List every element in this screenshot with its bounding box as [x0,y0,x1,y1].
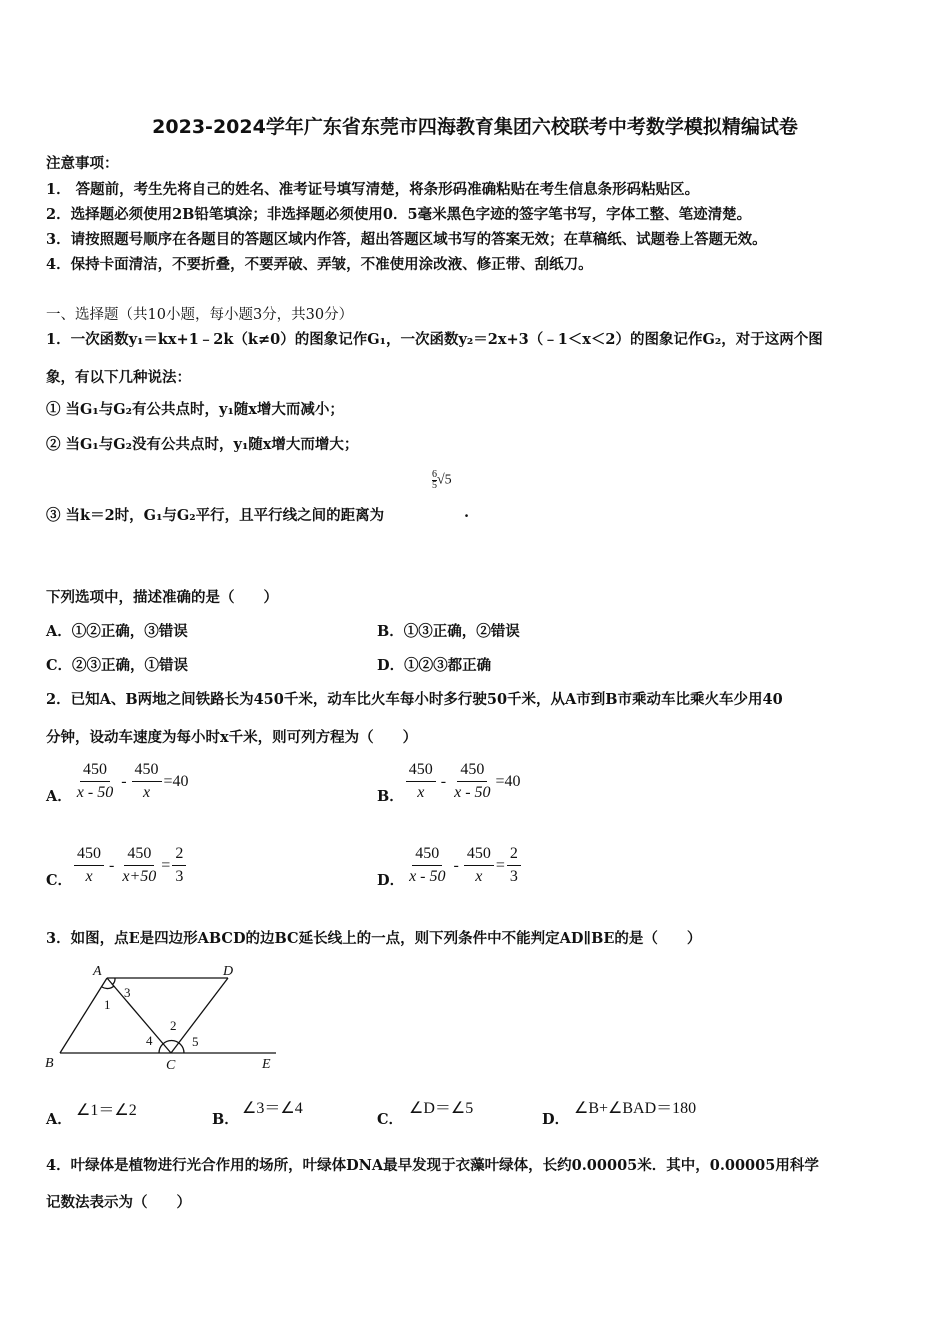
q1-option-b[interactable]: B．①③正确，②错误 [377,623,520,640]
angle-3-arc [112,978,115,985]
q1-prompt: 下列选项中，描述准确的是（ ） [46,589,278,606]
q4-stem-line1: 4．叶绿体是植物进行光合作用的场所，叶绿体DNA最早发现于衣藻叶绿体，长约0.00005米．其中，0.00005用科学 [46,1157,819,1174]
minus-sign: - [440,772,447,790]
section-heading: 一、选择题（共10小题，每小题3分，共30分） [46,307,354,323]
page-title: 2023-2024学年广东省东莞市四海教育集团六校联考中考数学模拟精编试卷 [152,116,798,138]
q3-option-d[interactable]: ∠B+∠BAD＝180 [574,1100,697,1117]
q2-option-d-label: D． [377,872,405,889]
equals-sign: = [161,856,171,874]
q3-option-a[interactable]: ∠1＝∠2 [76,1102,137,1119]
notice-heading: 注意事项： [46,155,119,172]
point-c-label: C [166,1058,176,1073]
fraction-denominator: x - 50 [454,784,491,801]
q3-option-b[interactable]: ∠3＝∠4 [242,1100,303,1117]
fraction-numerator: 450 [457,761,487,782]
fraction-numerator: 2 [172,845,186,866]
fraction-denominator: x [475,868,483,885]
q3-option-d-label[interactable]: D． [542,1111,570,1128]
q1-option-c[interactable]: C．②③正确，①错误 [46,657,189,674]
q2-stem-line1: 2．已知A、B两地之间铁路长为450千米，动车比火车每小时多行驶50千米，从A市到B市乘动车比乘火车少用40 [46,691,783,708]
formula-coef-num: 6 [432,469,437,480]
angle-2-label: 2 [170,1018,177,1033]
minus-sign: - [121,772,127,790]
fraction-denominator: x - 50 [76,784,114,801]
point-a-label: A [93,964,102,979]
minus-sign: - [453,856,459,874]
point-d-label: D [223,964,234,979]
angle-1-arc [102,986,114,989]
q4-stem-line2: 记数法表示为（ ） [46,1194,191,1211]
fraction-numerator: 450 [412,845,442,866]
equation-rhs: =40 [163,772,189,790]
angle-4-label: 4 [146,1033,153,1048]
q3-figure [40,960,290,1075]
fraction-numerator: 450 [80,761,110,782]
formula-root: √5 [437,472,452,488]
fraction-denominator: x [142,784,151,801]
q2-option-d-equation [404,845,523,886]
q1-distance-formula [432,470,452,491]
q2-option-b[interactable] [377,757,521,806]
equals-sign: = [495,856,505,874]
notice-item-2: 2．选择题必须使用2B铅笔填涂；非选择题必须使用0．5毫米黑色字迹的签字笔书写，字体工整、笔迹清楚。 [46,206,752,223]
notice-item-1: 1． 答题前，考生先将自己的姓名、准考证号填写清楚，将条形码准确粘贴在考生信息条形码粘贴区。 [46,181,700,198]
angle-5-label: 5 [192,1034,199,1049]
point-b-label: B [45,1056,54,1071]
side-ab [60,978,107,1053]
q1-statement-2: ② 当G₁与G₂没有公共点时，y₁随x增大而增大； [46,436,359,453]
q1-option-d[interactable]: D．①②③都正确 [377,657,492,674]
q3-option-a-label[interactable]: A． [46,1111,72,1128]
fraction-numerator: 450 [132,761,162,782]
fraction-numerator: 450 [74,845,104,866]
fraction-denominator: x - 50 [409,868,446,885]
notice-item-4: 4．保持卡面清洁，不要折叠，不要弄破、弄皱，不准使用涂改液、修正带、刮纸刀。 [46,256,593,273]
q1-stem-line1: 1．一次函数y₁＝kx+1﹣2k（k≠0）的图象记作G₁，一次函数y₂＝2x+3（﹣1＜x＜2）的图象记作G₂，对于这两个图 [46,331,823,348]
fraction-denominator: x [417,784,425,801]
q1-stem-line2: 象，有以下几种说法： [46,369,191,386]
point-e-label: E [262,1057,271,1072]
fraction-denominator: x [85,868,93,885]
q1-option-a[interactable]: A．①②正确，③错误 [46,623,188,640]
fraction-numerator: 450 [406,761,436,782]
fraction-denominator: 3 [509,868,518,885]
angle-1-label: 1 [104,997,111,1012]
diagonal-ac [107,978,171,1053]
q3-option-b-label[interactable]: B． [212,1111,239,1128]
q2-option-a-label: A． [46,788,72,805]
fraction-numerator: 2 [507,845,521,866]
q2-option-c-label: C． [46,872,73,889]
q2-option-c[interactable] [46,841,188,890]
q2-option-b-label: B． [377,788,404,805]
equation-rhs: =40 [495,772,521,790]
q1-statement-3-end: . [464,504,470,521]
q2-option-b-equation [404,761,521,802]
q2-option-c-equation [72,845,188,886]
fraction-denominator: x+50 [122,868,157,885]
angle-3-label: 3 [124,985,131,1000]
q3-option-c-label[interactable]: C． [377,1111,404,1128]
q2-option-d[interactable] [377,841,523,890]
q1-statement-3: ③ 当k＝2时，G₁与G₂平行，且平行线之间的距离为 [46,507,385,524]
minus-sign: - [109,856,115,874]
q2-option-a-equation [72,761,189,802]
fraction-numerator: 450 [124,845,154,866]
side-dc [171,978,228,1053]
q3-stem: 3．如图，点E是四边形ABCD的边BC延长线上的一点，则下列条件中不能判定AD∥BE的是（ ） [46,930,702,947]
notice-item-3: 3．请按照题号顺序在各题目的答题区域内作答，超出答题区域书写的答案无效；在草稿纸、试题卷上答题无效。 [46,231,767,248]
fraction-denominator: 3 [175,868,184,885]
q2-option-a[interactable] [46,757,189,806]
q1-statement-1: ① 当G₁与G₂有公共点时，y₁随x增大而减小； [46,401,344,418]
q2-stem-line2: 分钟，设动车速度为每小时x千米，则可列方程为（ ） [46,729,418,746]
formula-coef-den: 5 [432,480,437,491]
q3-option-c[interactable]: ∠D＝∠5 [409,1100,474,1117]
fraction-numerator: 450 [464,845,494,866]
